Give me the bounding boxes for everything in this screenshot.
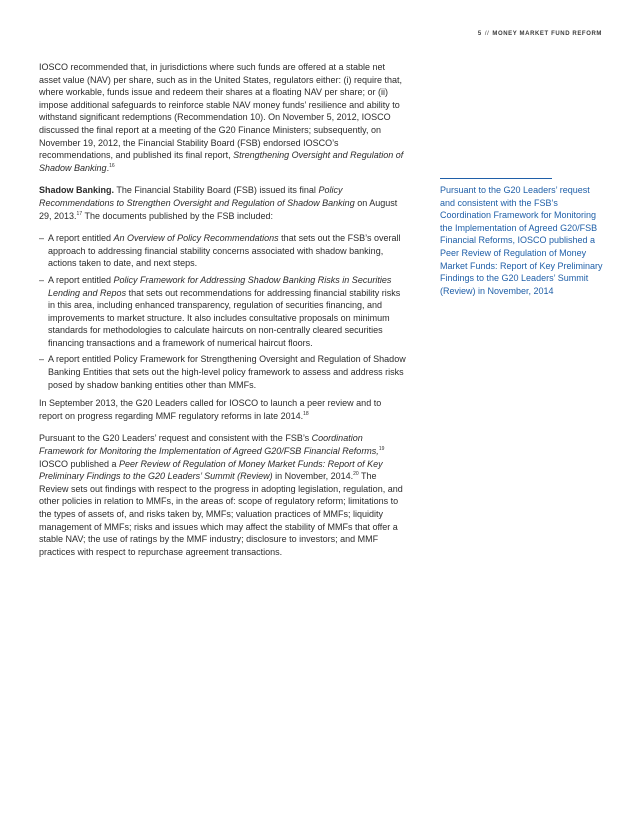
dash-bullet: – bbox=[39, 354, 45, 365]
paragraph-text: IOSCO published a bbox=[39, 458, 120, 469]
pullquote-rule bbox=[440, 178, 552, 179]
running-header bbox=[478, 31, 602, 37]
list-item-text: A report entitled Policy Framework for Strengthening Oversight and Regulation of Shadow Banking Entities that sets out the high-level policy framework to assess and address risks posed by shadow banking entities other than MMFs. bbox=[48, 354, 406, 390]
footnote-ref-18[interactable]: 18 bbox=[303, 410, 309, 417]
list-item bbox=[39, 232, 407, 270]
paragraph-text: The Review sets out findings with respect to the progress in adopting legislation, regulation, and other policies in relation to MMFs, in the areas of: scope of regulatory reform; limitations to the types of assets of, and risks taken by, MMFs; valuation practices of MMFs; liquidity management of MMFs; risks and issues which may affect the stability of MMFs that offer a stable NAV; the use of ratings by the MMF industry; disclosure to investors; and MMF practices with respect to repurchase agreement transactions. bbox=[39, 471, 403, 557]
report-title: Peer Review of Regulation of Money Market Funds: Report of Key Preliminary Findings to the G20 Leaders’ Summit (Review) bbox=[39, 458, 383, 482]
paragraph-text: Pursuant to the G20 Leaders’ request and consistent with the FSB’s bbox=[39, 433, 312, 444]
list-item-text: that sets out the FSB’s overall approach to addressing financial stability concerns associated with shadow banking, actions taken to date, and next steps. bbox=[48, 233, 401, 269]
report-title: Policy Framework for Addressing Shadow Banking Risks in Securities Lending and Repos bbox=[48, 274, 392, 298]
report-title: Policy Recommendations to Strengthen Oversight and Regulation of Shadow Banking bbox=[39, 185, 355, 208]
footnote-ref-17[interactable]: 17 bbox=[76, 210, 83, 217]
list-item-text: A report entitled bbox=[48, 233, 114, 244]
dash-bullet: – bbox=[39, 233, 45, 244]
footnote-ref-16[interactable]: 16 bbox=[109, 162, 115, 169]
header-separator: // bbox=[484, 31, 490, 37]
footnote-ref-19[interactable]: 19 bbox=[378, 446, 385, 453]
sidebar-pullquote-box bbox=[440, 178, 604, 297]
dash-bullet: – bbox=[39, 274, 45, 285]
list-item-text: A report entitled bbox=[48, 274, 114, 285]
paragraph-text: in November, 2014. bbox=[272, 471, 354, 482]
report-title: Strengthening Oversight and Regulation of Shadow Banking bbox=[39, 150, 404, 173]
paragraph-peer-review-findings bbox=[39, 432, 407, 558]
report-title: Coordination Framework for Monitoring the Implementation of Agreed G20/FSB Financial Reforms, bbox=[39, 433, 379, 457]
paragraph-text: The Financial Stability Board (FSB) issued its final bbox=[114, 185, 319, 196]
section-lead-heading: Shadow Banking. bbox=[39, 185, 115, 196]
page-number: 5 bbox=[477, 31, 482, 37]
footnote-ref-20[interactable]: 20 bbox=[353, 471, 359, 478]
fsb-documents-list bbox=[39, 232, 407, 391]
list-item bbox=[39, 274, 407, 350]
paragraph-text: In September 2013, the G20 Leaders called for IOSCO to launch a peer review and to report on progress regarding MMF regulatory reforms in late 2014. bbox=[39, 398, 382, 421]
paragraph-text: . bbox=[106, 162, 110, 173]
header-title: MONEY MARKET FUND REFORM bbox=[492, 31, 602, 37]
report-title: An Overview of Policy Recommendations bbox=[113, 233, 279, 244]
main-column bbox=[39, 61, 407, 568]
paragraph-text: The documents published by the FSB included: bbox=[82, 210, 274, 221]
list-item-text: that sets out recommendations for addressing financial stability risks in this area, including enhanced transparency, regulation of securities financing, and improvements to market structure. It also includes consultative proposals on minimum standards for methodologies to calculate haircuts on non-centrally cleared securities financing transactions and a framework of numerical haircut floors. bbox=[48, 287, 401, 348]
paragraph-text: on August 29, 2013. bbox=[39, 197, 398, 221]
pullquote-text: Pursuant to the G20 Leaders’ request and consistent with the FSB’s Coordination Framework for Monitoring the Implementation of Agreed G20/FSB Financial Reforms, IOSCO published a Peer Review of Regulation of Money Market Funds: Report of Key Preliminary Findings to the G20 Leaders’ Summit (Review) in November, 2014 bbox=[440, 185, 603, 296]
paragraph-iosco-recommendation bbox=[39, 61, 407, 174]
paragraph-text: IOSCO recommended that, in jurisdictions where such funds are offered at a stable net asset value (NAV) per share, such as in the United States, regulators either: (i) require that, where workable, funds issue and redeem their shares at a floating NAV per share; or (ii) impose additional safeguards to reinforce stable NAV money funds’ resilience and ability to withstand significant redemptions (Recommendation 10). On November 5, 2012, IOSCO discussed the final report at a meeting of the G20 Finance Ministers; subsequently, on November 19, 2012, the Financial Stability Board (FSB) endorsed IOSCO’s recommendations, and published its final report, bbox=[39, 62, 403, 161]
list-item bbox=[39, 353, 407, 391]
paragraph-g20-peer-review-call bbox=[39, 397, 407, 422]
paragraph-shadow-banking bbox=[39, 184, 407, 222]
